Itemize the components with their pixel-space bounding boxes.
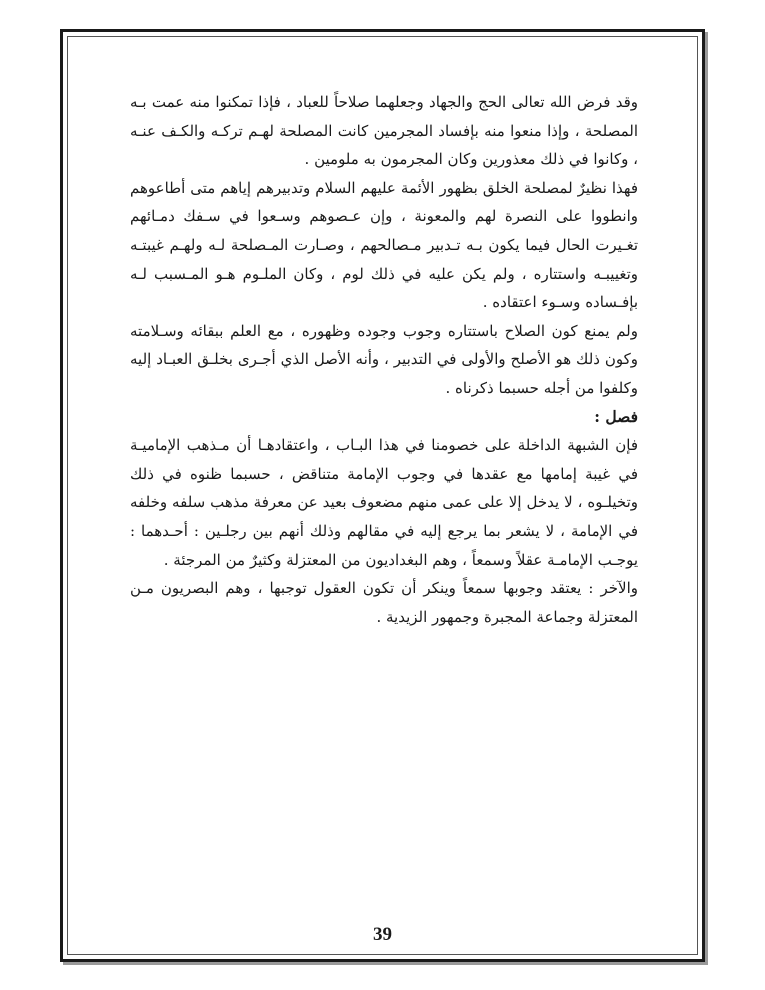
paragraph-1: وقد فرض الله تعالى الحج والجهاد وجعلهما صلاحاً للعباد ، فإذا تمكنوا منه عمت بـه المصلحة ، وإذا منعوا منه بإفساد المجرمين كانت المصلحة لهـم تركـه والكـف عنـه ، وكانوا في ذلك معذورين وكان المجرمون به ملومين . xyxy=(130,93,638,169)
section-paragraph-2: والآخر : يعتقد وجوبها سمعاً وينكر أن تكون العقول توجبها ، وهم البصريون مـن المعتزلة وجماعة المجبرة وجمهور الزيدية . xyxy=(130,579,638,626)
page-body xyxy=(130,88,638,631)
section-heading: فصل : xyxy=(594,406,638,426)
section-paragraph-1: فإن الشبهة الداخلة على خصومنا في هذا البـاب ، واعتقادهـا أن مـذهب الإماميـة في غيبة إمامها مع عقدها في وجوب الإمامة متناقض ، حسبما ظنوه في ذلك وتخيلـوه ، لا يدخل إلا على عمى منهم مضعوف بعيد عن معرفة مذهب سلفه وخلفه في الإمامة ، لا يشعر بما يرجع إليه في مقالهم وذلك أنهم بين رجلـين : أحـدهما : يوجـب الإمامـة عقلاً وسمعاً ، وهم البغداديون من المعتزلة وكثيرٌ من المرجئة . xyxy=(130,436,638,569)
paragraph-3: ولم يمنع كون الصلاح باستتاره وجوب وجوده وظهوره ، مع العلم ببقائه وسـلامته وكون ذلك هو الأصلح والأولى في التدبير ، وأنه الأصل الذي أجـرى بخلـق العبـاد إليه وكلفوا من أجله حسبما ذكرناه . xyxy=(130,321,638,397)
paragraph-2: فهذا نظيرٌ لمصلحة الخلق بظهور الأئمة عليهم السلام وتدبيرهم إياهم متى أطاعوهم وانطووا على النصرة لهم والمعونة ، وإن عـصوهم وسـعوا في سـفك دمـائهم تغـيرت الحال فيما يكون بـه تـدبير مـصالحهم ، وصـارت المـصلحة لـه ولهـم غيبتـه وتغييبـه واستتاره ، ولم يكن عليه في ذلك لوم ، وكان الملـوم هـو المـسبب لـه بإفـساده وسـوء اعتقاده . xyxy=(130,178,638,312)
page-number: 39 xyxy=(373,924,392,945)
